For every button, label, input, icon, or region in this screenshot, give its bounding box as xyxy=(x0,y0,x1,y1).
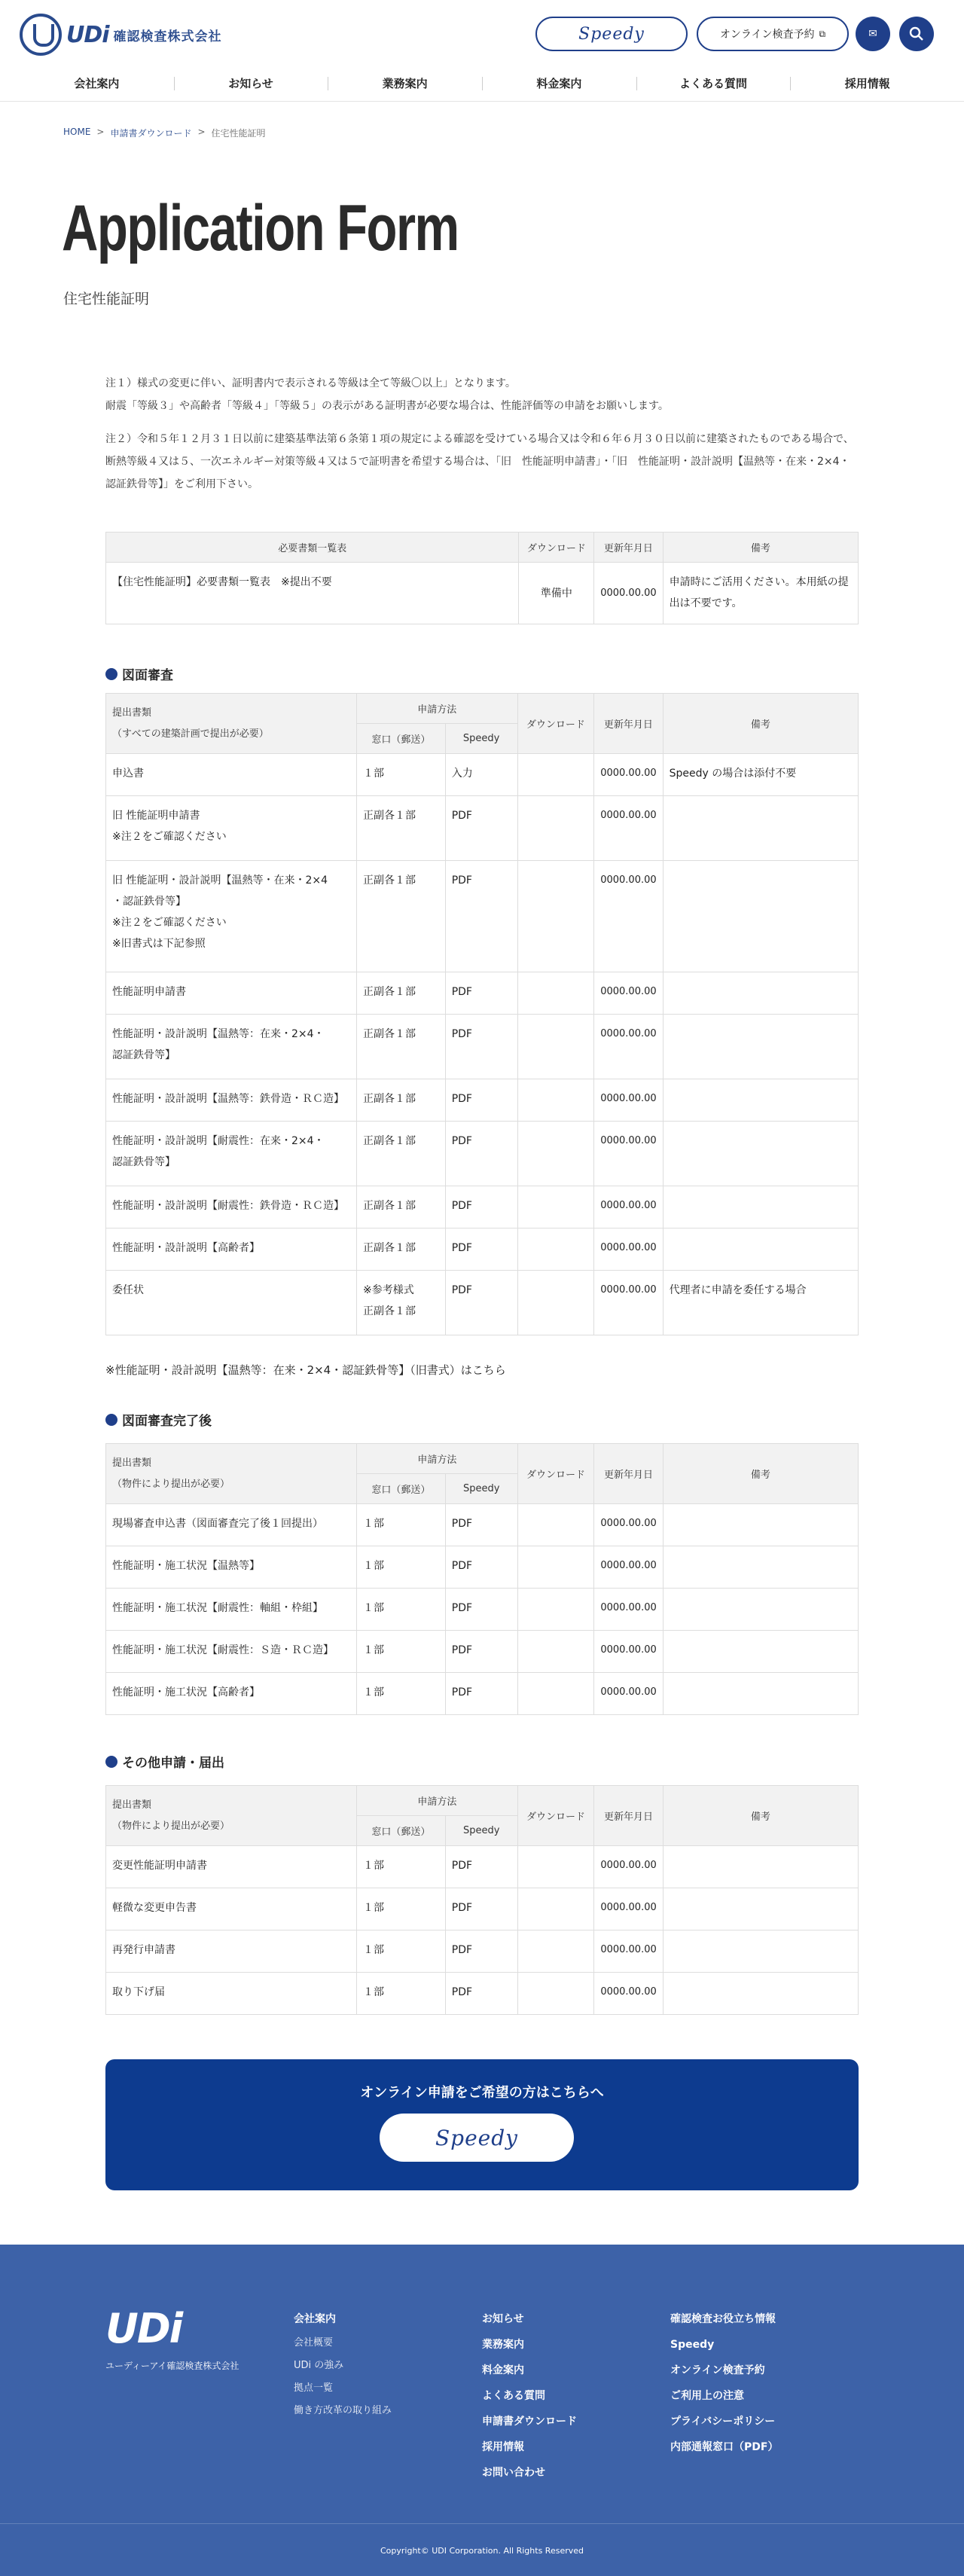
speedy-format[interactable]: 入力 xyxy=(445,754,517,796)
th-doc-sub: （すべての建築計画で提出が必要） xyxy=(112,728,269,740)
remarks xyxy=(663,1973,858,2015)
notes xyxy=(105,372,859,506)
download-cell[interactable] xyxy=(517,1228,594,1271)
window-copies: １部 xyxy=(357,1589,446,1631)
update-date: 0000.00.00 xyxy=(594,1846,663,1888)
update-date: 0000.00.00 xyxy=(594,1631,663,1673)
global-nav xyxy=(20,66,944,99)
update-date: 0000.00.00 xyxy=(594,1589,663,1631)
doc-name: 性能証明・施工状況【温熱等】 xyxy=(106,1546,357,1589)
update-date: 0000.00.00 xyxy=(594,1271,663,1335)
th-doc-sub: （物件により提出が必要） xyxy=(112,1478,230,1490)
update-date: 0000.00.00 xyxy=(594,1186,663,1228)
speedy-format[interactable]: PDF xyxy=(445,1546,517,1589)
remarks xyxy=(663,1589,858,1631)
remarks xyxy=(663,1186,858,1228)
th-method: 申請方法 xyxy=(357,1444,518,1474)
window-copies: １部 xyxy=(357,1973,446,2015)
download-cell[interactable] xyxy=(517,1504,594,1546)
update-date: 0000.00.00 xyxy=(594,1888,663,1930)
update-date: 0000.00.00 xyxy=(594,1673,663,1715)
footer-link[interactable]: 採用情報 xyxy=(482,2441,524,2453)
update-date: 0000.00.00 xyxy=(594,1504,663,1546)
remarks: Speedy の場合は添付不要 xyxy=(663,754,858,796)
section-title-text: 図面審査完了後 xyxy=(122,1414,212,1429)
required-docs-table xyxy=(105,532,859,624)
speedy-format[interactable]: PDF xyxy=(445,1631,517,1673)
site-logo[interactable] xyxy=(20,14,222,56)
remarks xyxy=(663,1015,858,1079)
window-copies: １部 xyxy=(357,1673,446,1715)
doc-name: 変更性能証明申請書 xyxy=(106,1846,357,1888)
doc-name: 軽微な変更申告書 xyxy=(106,1888,357,1930)
table-row xyxy=(106,1015,859,1079)
download-cell[interactable] xyxy=(517,1589,594,1631)
page-subtitle: 住宅性能証明 xyxy=(63,291,150,307)
footer-col-info xyxy=(670,2306,778,2460)
download-cell[interactable] xyxy=(517,796,594,861)
remarks xyxy=(663,1228,858,1271)
update-date: 0000.00.00 xyxy=(594,563,663,624)
speedy-button[interactable] xyxy=(535,17,688,51)
speedy-format[interactable]: PDF xyxy=(445,1589,517,1631)
nav-company[interactable]: 会社案内 xyxy=(74,76,120,90)
remarks: 代理者に申請を委任する場合 xyxy=(663,1271,858,1335)
section-title-text: その他申請・届出 xyxy=(122,1756,224,1771)
section-title-text: 図面審査 xyxy=(122,668,173,683)
external-link-icon: ⧉ xyxy=(819,28,826,39)
download-cell[interactable] xyxy=(517,1973,594,2015)
table-row xyxy=(106,1673,859,1715)
download-cell[interactable] xyxy=(517,1015,594,1079)
footer-link[interactable]: ご利用上の注意 xyxy=(670,2390,744,2402)
remarks xyxy=(663,1631,858,1673)
table-row xyxy=(106,1973,859,2015)
doc-name: 【住宅性能証明】必要書類一覧表 ※提出不要 xyxy=(106,563,519,624)
note-2: 注２）令和５年１２月３１日以前に建築基準法第６条第１項の規定による確認を受けている場合又は令和６年６月３０日以前に建築されたものである場合で、断熱等級４又は５、一次エネルギー対策等級４又は５で証明書を希望する場合は、「旧 性能証明申請書」・「旧 性能証明・設計説明【温熱等・在来・2×4・認証鉄骨等】」をご利用下さい。 xyxy=(105,433,854,490)
logo-company: 確認検査株式会社 xyxy=(113,29,222,44)
update-date: 0000.00.00 xyxy=(594,1930,663,1973)
footer-link[interactable]: プライバシーポリシー xyxy=(670,2416,776,2428)
download-status: 準備中 xyxy=(519,563,594,624)
window-copies: １部 xyxy=(357,1631,446,1673)
footer-sublink[interactable]: UDi の強み xyxy=(294,2360,344,2371)
online-booking-label: オンライン検査予約 xyxy=(719,29,815,41)
doc-name: 性能証明・設計説明【高齢者】 xyxy=(106,1228,357,1271)
window-copies: １部 xyxy=(357,1504,446,1546)
online-booking-button[interactable] xyxy=(697,17,849,51)
update-date: 0000.00.00 xyxy=(594,1546,663,1589)
th-remarks: 備考 xyxy=(663,1444,858,1504)
remarks xyxy=(663,1888,858,1930)
th-doc-label: 提出書類 xyxy=(112,707,152,719)
footer-company: ユーディーアイ確認検査株式会社 xyxy=(105,2361,239,2371)
footer-link[interactable]: 会社案内 xyxy=(294,2313,336,2325)
footer-link[interactable]: Speedy xyxy=(670,2339,715,2351)
remarks xyxy=(663,972,858,1015)
update-date: 0000.00.00 xyxy=(594,1015,663,1079)
breadcrumb-current: 住宅性能証明 xyxy=(211,128,266,139)
th-remarks: 備考 xyxy=(663,533,858,563)
search-button[interactable] xyxy=(899,17,934,51)
th-doc xyxy=(106,694,357,754)
remarks xyxy=(663,861,858,972)
th-doc xyxy=(106,1786,357,1846)
remarks xyxy=(663,1122,858,1186)
doc-name: 性能証明・施工状況【耐震性：Ｓ造・ＲＣ造】 xyxy=(106,1631,357,1673)
table-row xyxy=(106,563,859,624)
speedy-label: Speedy xyxy=(578,24,645,44)
speedy-format[interactable]: PDF xyxy=(445,796,517,861)
nav-faq[interactable]: よくある質問 xyxy=(636,66,791,99)
speedy-format[interactable]: PDF xyxy=(445,1504,517,1546)
window-copies: １部 xyxy=(357,1930,446,1973)
remarks xyxy=(663,1546,858,1589)
download-cell[interactable] xyxy=(517,1122,594,1186)
doc-name: 性能証明・施工状況【高齢者】 xyxy=(106,1673,357,1715)
th-window: 窓口（郵送） xyxy=(357,1816,446,1846)
window-copies: 正副各１部 xyxy=(357,972,446,1015)
doc-name: 性能証明・設計説明【耐震性：在来・2×4・ 認証鉄骨等】 xyxy=(106,1122,357,1186)
update-date: 0000.00.00 xyxy=(594,754,663,796)
table-row xyxy=(106,1546,859,1589)
note-1 xyxy=(105,372,859,417)
footer-link[interactable]: お問い合わせ xyxy=(482,2467,545,2479)
footer-link[interactable]: 確認検査お役立ち情報 xyxy=(670,2313,776,2325)
window-copies: 正副各１部 xyxy=(357,1015,446,1079)
update-date: 0000.00.00 xyxy=(594,861,663,972)
table-row xyxy=(106,1504,859,1546)
doc-name: 再発行申請書 xyxy=(106,1930,357,1973)
mail-button[interactable] xyxy=(856,17,890,51)
banner-speedy-label: Speedy xyxy=(435,2125,518,2150)
doc-name: 旧 性能証明・設計説明【温熱等・在来・2×4 ・認証鉄骨等】 ※注２をご確認ください ※旧書式は下記参照 xyxy=(106,861,357,972)
breadcrumb-parent[interactable]: 申請書ダウンロード xyxy=(110,128,192,139)
breadcrumb-home[interactable]: HOME xyxy=(63,127,91,137)
doc-name: 性能証明・施工状況【耐震性：軸組・枠組】 xyxy=(106,1589,357,1631)
download-cell[interactable] xyxy=(517,1079,594,1122)
doc-name: 性能証明・設計説明【温熱等：鉄骨造・ＲＣ造】 xyxy=(106,1079,357,1122)
old-format-link[interactable]: ※性能証明・設計説明【温熱等：在来・2×4・認証鉄骨等】（旧書式）はこちら xyxy=(105,1363,506,1377)
doc-name: 性能証明・設計説明【温熱等：在来・2×4・ 認証鉄骨等】 xyxy=(106,1015,357,1079)
remarks xyxy=(663,1930,858,1973)
other-applications-table xyxy=(105,1785,859,2015)
speedy-format[interactable]: PDF xyxy=(445,1186,517,1228)
search-icon xyxy=(909,26,924,41)
th-date: 更新年月日 xyxy=(594,1444,663,1504)
nav-news[interactable]: お知らせ xyxy=(174,66,328,99)
window-copies: ※参考様式 正副各１部 xyxy=(357,1271,446,1335)
breadcrumb-separator: > xyxy=(197,127,206,137)
th-remarks: 備考 xyxy=(663,1786,858,1846)
footer-divider xyxy=(0,2523,964,2524)
doc-name: 現場審査申込書（図面審査完了後１回提出） xyxy=(106,1504,357,1546)
nav-pricing[interactable]: 料金案内 xyxy=(482,66,636,99)
window-copies: １部 xyxy=(357,754,446,796)
table-row xyxy=(106,1589,859,1631)
th-download: ダウンロード xyxy=(517,1786,594,1846)
th-date: 更新年月日 xyxy=(594,533,663,563)
footer-sublink[interactable]: 拠点一覧 xyxy=(294,2382,334,2394)
speedy-format[interactable]: PDF xyxy=(445,1930,517,1973)
table-row xyxy=(106,796,859,861)
nav-recruit[interactable]: 採用情報 xyxy=(790,66,944,99)
footer-sublink[interactable]: 会社概要 xyxy=(294,2337,334,2349)
banner-text: オンライン申請をご希望の方はこちらへ xyxy=(360,2085,604,2101)
footer-col-main xyxy=(482,2306,577,2486)
remarks xyxy=(663,1079,858,1122)
window-copies: 正副各１部 xyxy=(357,861,446,972)
table-row xyxy=(106,972,859,1015)
download-cell[interactable] xyxy=(517,1846,594,1888)
speedy-format[interactable]: PDF xyxy=(445,1079,517,1122)
update-date: 0000.00.00 xyxy=(594,972,663,1015)
doc-name: 性能証明申請書 xyxy=(106,972,357,1015)
table-row xyxy=(106,1930,859,1973)
update-date: 0000.00.00 xyxy=(594,1079,663,1122)
speedy-format[interactable]: PDF xyxy=(445,1846,517,1888)
doc-name: 性能証明・設計説明【耐震性：鉄骨造・ＲＣ造】 xyxy=(106,1186,357,1228)
download-cell[interactable] xyxy=(517,1888,594,1930)
update-date: 0000.00.00 xyxy=(594,1228,663,1271)
th-date: 更新年月日 xyxy=(594,694,663,754)
download-cell[interactable] xyxy=(517,861,594,972)
footer-link[interactable]: オンライン検査予約 xyxy=(670,2364,765,2376)
site-header xyxy=(0,0,964,114)
th-doc-sub: （物件により提出が必要） xyxy=(112,1820,230,1832)
window-copies: １部 xyxy=(357,1888,446,1930)
window-copies: 正副各１部 xyxy=(357,1079,446,1122)
nav-divider xyxy=(0,101,964,102)
drawing-review-table xyxy=(105,693,859,1335)
table-row xyxy=(106,1228,859,1271)
footer-link[interactable]: 内部通報窓口（PDF） xyxy=(670,2441,779,2453)
th-speedy: Speedy xyxy=(445,1474,517,1504)
download-cell[interactable] xyxy=(517,1631,594,1673)
window-copies: １部 xyxy=(357,1546,446,1589)
speedy-format[interactable]: PDF xyxy=(445,1228,517,1271)
remarks xyxy=(663,1673,858,1715)
page-title: Application Form xyxy=(62,192,459,264)
note-1b: 耐震「等級３」や高齢者「等級４」「等級５」の表示がある証明書が必要な場合は、性能評価等の申請をお願いします。 xyxy=(105,400,669,412)
th-doc xyxy=(106,1444,357,1504)
download-cell[interactable] xyxy=(517,1546,594,1589)
speedy-format[interactable]: PDF xyxy=(445,1673,517,1715)
table-row xyxy=(106,754,859,796)
th-method: 申請方法 xyxy=(357,1786,518,1816)
footer-link[interactable]: 業務案内 xyxy=(482,2339,524,2351)
table-row xyxy=(106,1888,859,1930)
footer-col-company xyxy=(294,2306,392,2422)
window-copies: 正副各１部 xyxy=(357,1122,446,1186)
th-doc-label: 提出書類 xyxy=(112,1799,152,1811)
th-window: 窓口（郵送） xyxy=(357,1474,446,1504)
table-row xyxy=(106,1122,859,1186)
table-row xyxy=(106,861,859,972)
mail-icon: ✉ xyxy=(868,28,877,40)
remarks: 申請時にご活用ください。本用紙の提出は不要です。 xyxy=(663,563,858,624)
th-window: 窓口（郵送） xyxy=(357,724,446,754)
update-date: 0000.00.00 xyxy=(594,1122,663,1186)
doc-name: 取り下げ届 xyxy=(106,1973,357,2015)
footer-link[interactable]: よくある質問 xyxy=(482,2390,545,2402)
breadcrumb-separator: > xyxy=(96,127,105,137)
note-1a: 注１）様式の変更に伴い、証明書内で表示される等級は全て等級〇以上」となります。 xyxy=(105,377,516,389)
section-title-after-review xyxy=(105,1410,212,1429)
update-date: 0000.00.00 xyxy=(594,1973,663,2015)
speedy-format[interactable]: PDF xyxy=(445,861,517,972)
footer-sublink[interactable]: 働き方改革の取り組み xyxy=(294,2405,392,2416)
table-row xyxy=(106,1186,859,1228)
window-copies: １部 xyxy=(357,1846,446,1888)
table-row xyxy=(106,1271,859,1335)
th-speedy: Speedy xyxy=(445,724,517,754)
th-download: ダウンロード xyxy=(517,694,594,754)
update-date: 0000.00.00 xyxy=(594,796,663,861)
table-row xyxy=(106,1631,859,1673)
remarks xyxy=(663,1504,858,1546)
remarks xyxy=(663,1846,858,1888)
copyright: Copyright© UDI Corporation. All Rights Reserved xyxy=(380,2546,584,2556)
th-speedy: Speedy xyxy=(445,1816,517,1846)
th-method: 申請方法 xyxy=(357,694,518,724)
speedy-format[interactable]: PDF xyxy=(445,1888,517,1930)
th-download: ダウンロード xyxy=(517,1444,594,1504)
speedy-format[interactable]: PDF xyxy=(445,1271,517,1335)
download-cell[interactable] xyxy=(517,754,594,796)
remarks xyxy=(663,796,858,861)
window-copies: 正副各１部 xyxy=(357,796,446,861)
speedy-format[interactable]: PDF xyxy=(445,1015,517,1079)
th-remarks: 備考 xyxy=(663,694,858,754)
download-cell[interactable] xyxy=(517,972,594,1015)
after-review-table xyxy=(105,1443,859,1715)
site-footer xyxy=(0,2245,964,2576)
footer-logo[interactable]: UDi xyxy=(105,2305,182,2352)
footer-link[interactable]: 料金案内 xyxy=(482,2364,524,2376)
th-doc-label: 提出書類 xyxy=(112,1457,152,1469)
breadcrumb xyxy=(63,127,266,139)
logo-text: UDi xyxy=(66,21,109,48)
download-cell[interactable] xyxy=(517,1186,594,1228)
banner-speedy-button[interactable] xyxy=(380,2114,574,2162)
download-cell[interactable] xyxy=(517,1673,594,1715)
download-cell[interactable] xyxy=(517,1271,594,1335)
footer-link[interactable]: お知らせ xyxy=(482,2313,524,2325)
table-row xyxy=(106,1079,859,1122)
window-copies: 正副各１部 xyxy=(357,1186,446,1228)
speedy-format[interactable]: PDF xyxy=(445,972,517,1015)
doc-name: 委任状 xyxy=(106,1271,357,1335)
section-title-drawing-review xyxy=(105,664,173,683)
logo-mark-icon xyxy=(20,14,62,56)
nav-services[interactable]: 業務案内 xyxy=(328,66,482,99)
window-copies: 正副各１部 xyxy=(357,1228,446,1271)
download-cell[interactable] xyxy=(517,1930,594,1973)
table-row xyxy=(106,1846,859,1888)
doc-name: 申込書 xyxy=(106,754,357,796)
footer-link[interactable]: 申請書ダウンロード xyxy=(482,2416,577,2428)
speedy-format[interactable]: PDF xyxy=(445,1122,517,1186)
section-title-other xyxy=(105,1752,224,1771)
doc-name: 旧 性能証明申請書 ※注２をご確認ください xyxy=(106,796,357,861)
th-date: 更新年月日 xyxy=(594,1786,663,1846)
online-application-banner xyxy=(105,2059,859,2190)
th-download: ダウンロード xyxy=(519,533,594,563)
speedy-format[interactable]: PDF xyxy=(445,1973,517,2015)
th-required-docs: 必要書類一覧表 xyxy=(106,533,519,563)
